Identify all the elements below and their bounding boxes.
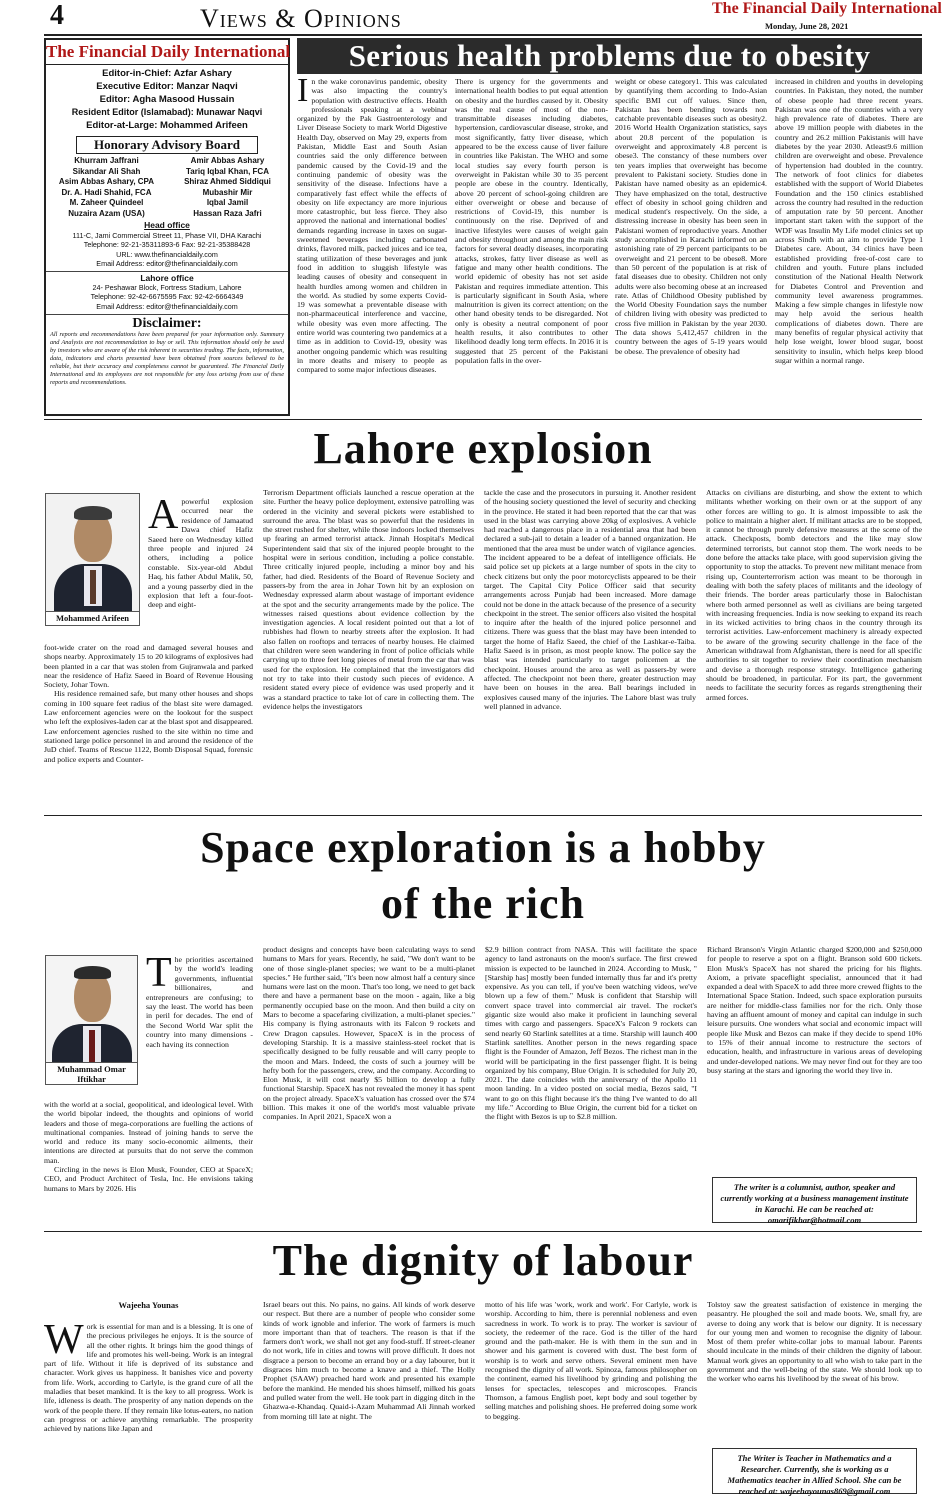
lahore-text: Attacks on civilians are disturbing, and show the extent to which militants whether working on their own or at the support of any other forces are willing to go. It is almost impossible to ask the police to maintain a higher alert. If militant attacks are to be stopped, it cannot be through purely defensive measures at the scene of the attack. Checkposts, bomb detectors and the like may slow determined terrorists, but cannot stop them. The work needs to be done before the attacks take place, with good supervision giving the opportunity to stop the attacks. To prevent new militant menace from rising up, Counterterrorism action was meant to be thorough in dealing with both the safety places of militants and the ideology of their friends. The border areas particularly those in Balochistan where both armed personnel as well as civilians are being targeted with increasing frequencies. India is now seeking to expand its reach in its wicked activities to bring chaos in the country through its terrorist activities. Law-enforcement machinery is already expected to be aware of the growing security challenge in the face of the American withdrawal from Afghanistan, there is need for all specific authorities to sit together to review their coordination mechanism and devise a thorough response strategy. Intelligence gathering should be broadened, in particular. For its part, the government needs to facilitate the security forces as regards strengthening their armed forces. (706, 488, 922, 702)
labour-text: ork is essential for man and is a blessing. It is one of the precious privileges he enjoys. It is the source of all the other rights. It brings him the good things of life and promotes his well-being. Work is an integral part of life. Without it life is deprived of its substance and character. Work gives us happiness. It banishes vice and poverty from life. Work, according to Carlyle, is the grand cure of all the maladies that beset mankind. It is the key to all progress. Work is life, idleness is death. The prosperity of any nation depends on the work of the people there. If they remain like lotus-eaters, no nation can progress or achieve anything remarkable. The prosperity achieved by nations like Japan and (44, 1322, 253, 1434)
author-caption (46, 1062, 137, 1084)
editorial-sidebar (44, 38, 290, 416)
board-member: Sikandar Ali Shah (72, 166, 141, 176)
space-headline (44, 820, 922, 932)
labour-column-1 (44, 1322, 253, 1494)
board-member: Dr. A. Hadi Shahid, FCA (61, 187, 152, 197)
author-caption: Mohammed Arifeen (46, 611, 139, 625)
labour-author-note: The Writer is Teacher in Mathematics and a Researcher. Currently, she is working as a Mathematics teacher in Allied School. She can be reached at: wajeehayounas869@gmail.com (712, 1448, 917, 1494)
author-photo-iftikhar (45, 955, 138, 1085)
obesity-headline: Serious health problems due to obesity (348, 38, 871, 73)
labour-text: Tolstoy saw the greatest satisfaction of existence in merging the peasantry. He ploughed the soil and made boots. We, small fry, are averse to doing any work that is below our dignity. It is necessary for our young men and women to recognise the dignity of labour. Most of them prefer white-collar jobs to manual labour. Parents should inculcate in the minds of their children the dignity of labour. Manual work gives an opportunity to all who wish to take part in the government and the well-being of the state. We should look up to the worker who earns his livelihood by the sweat of his brow. (707, 1300, 922, 1384)
obesity-column-1 (297, 77, 447, 415)
space-column-1-wrapped (146, 955, 253, 1099)
lahore-column-1 (44, 643, 253, 806)
board-member: M. Zaheer Quindeel (69, 198, 144, 207)
disclaimer (46, 314, 288, 388)
labour-column-4 (707, 1300, 922, 1445)
lahore-text: powerful explosion occurred near the residence of Jamaatud Dawa chief Hafiz Saeed here on Wednesday killed three people and injured 24 others, including a police constable. Six-year-old Abdul Haq, his father Abdul Malik, 50, and a young passerby died in the explosion that left a four-foot-deep and eight- (148, 497, 253, 610)
labour-byline: Wajeeha Younas (118, 1300, 179, 1310)
lahore-office-line: 24- Peshawar Block, Fortress Stadium, Lahore (92, 283, 242, 293)
head-office-title: Head office (144, 220, 190, 230)
disclaimer-text: All reports and recommendations have been prepared for your information only. Summary and Analysis are not recommendation to buy or sell. This information should only be used by investors who are aware of the risk inherent in securities trading. The facts, information, data, indicators and charts presented have been obtained from sources believed to be reliable, but their accuracy and completeness cannot be guaranteed. The Financial Daily International and its employees are not responsible for any loss arising from use of these reports and recommendations. (50, 330, 284, 387)
board-member: Khurram Jaffrani (74, 156, 139, 165)
section-divider (44, 815, 922, 816)
sidebar-paper-name: The Financial Daily International (46, 40, 288, 65)
disclaimer-title: Disclaimer: (132, 315, 202, 331)
lahore-column-3 (484, 488, 696, 806)
head-office (46, 221, 288, 268)
section-divider (44, 1231, 922, 1232)
lahore-office-title: Lahore office (140, 273, 194, 284)
board-member: Mubashir Mir (202, 187, 253, 197)
masthead-rule (44, 34, 922, 36)
labour-column-2 (263, 1300, 475, 1494)
space-text: Richard Branson's Virgin Atlantic charged $200,000 and $250,000 for people to reserve a spot on a flight. Branson sold 600 tickets. Elon Musk's SpaceX has not shared the pricing for his flights. Axiom, a private spaceflight specialist, announced that it had expanded a deal with SpaceX to add three more crewed flights to the International Space Station. Indeed, such space exploration pursuits are neither for middle-class families nor for the rich. Only those having an affluent amount of money and capital can indulge in such leisure pursuits. One wonders what social and economic impact will people like Musk and Bezos can make if they decide to spend 10% to 15% of their annual income to restructure the sectors of education, health, and infrastructure in various areas of developing and under-developed nations. We may never find out for they are too busy staring at the stars and ignoring the world they live in. (707, 945, 922, 1075)
space-text: Circling in the news is Elon Musk, Founder, CEO at SpaceX; CEO, and Product Architect of Tesla, Inc. He envisions taking humans to Mars by 2026. His (44, 1165, 253, 1193)
section-title: Views & Opinions (200, 4, 402, 33)
advisory-board-left (46, 156, 167, 219)
labour-text: motto of his life was 'work, work and work'. For Carlyle, work is worship. According to him, there is perennial nobleness and even sacredness in work. To work is to pray. The worker is saviour of society, the redeemer of the race. God is the tiller of the hard ground and the path-maker. He is with them in the sun and in shower and his garment is covered with dust. The best form of worship is to work and serve others. Several eminent men have recognised the dignity of all work. Spinoza, famous philosopher on the continent, earned his livelihood by grinding and polishing the lenses for spectacles, telescopes and microscopes. Francis Thomson, a famous English poet, kept body and soul together by selling matches and polishing shoes. He preferred doing some work to begging. (485, 1300, 697, 1421)
space-column-3 (485, 945, 697, 1226)
obesity-text: There is urgency for the governments and international health bodies to put equal attention on obesity and the hurdles caused by it. Obesity was the real cause of most of the non-transmittable diseases including diabetes, hypertension, cardiovascular disease, stroke, and most significantly, fatty liver disease, which appeared to be the excess cause of liver failure in countries like Pakistan. The WHO and some local studies say every fourth person is overweight in Pakistan while 30 to 35 percent people are obese in the country. Identically, above 20 percent of school-going children are either overweight or obese and because of restrictions of Covid-19, this number is continuously on the rise. Deprived of and inactive lifestyles were causes of weight gain and obesity throughout and among the main risk factors for several deadly diseases, incorporating attacks, strokes, fatty liver disease as well as fatigue and many other health conditions. The world epidemic of obesity has not set aside Pakistan and requires immediate attention. This is particularly significant in South Asia, where malnutrition is given its correct attention; on the other hand obesity tends to be disregarded. Not only is obesity a neutral component of poor health results, it also contributes to other likelihood deadly long term effects. In 2016 it is suggested that 25 percent of the Pakistani population falls in the over- (455, 77, 608, 365)
lahore-column-2 (263, 488, 474, 806)
head-office-line: Email Address: editor@thefinancialdaily.com (96, 258, 238, 268)
advisory-board (46, 156, 288, 219)
advisory-board-title: Honorary Advisory Board (76, 136, 258, 154)
obesity-text: n the wake coronavirus pandemic, obesity was also impacting the country's population with destructive effects. Health professionals speaking at a webinar organized by the Pak Gastroenterology and Liver Disease Society to mark World Digestive Health Day, observed on May 29, experts from Pakistan, Middle East and South Asian countries said the only difference between pandemic caused by the Covid-19 and the continuing pandemic of obesity was the sensitivity of the disease. Infections have a comparatively fast effect while the effects of obesity on life expectancy are more injurious more catastrophic, but less fierce. They also approved the national and international bodies' demands regarding increase in taxes on sugar-sweetened beverages including carbonated drinks, flavored milk, packed juices and ice tea, stating utilization of these beverages and junk food in addition to sluggish lifestyle was leading causes of obesity and consequent in health hurdles among women and children in the world. As studied by some experts Covid-19 was somewhat a preventable disease with non-pharmaceutical interference and vaccine, while obesity was even more affecting. The entire world was countering two pandemics at a time as in addition to Covid-19, obesity was another ongoing pandemic which was resulting in more deaths and misery to people as compared to some major infectious diseases. (297, 77, 447, 375)
masthead-paper-name: The Financial Daily International (712, 0, 942, 17)
lahore-text: tackle the case and the prosecutors in pursuing it. Another resident of the housing society questioned the level of security and checking in the province. He stated it had been reported that the car that was used in the blast was carrying above 20kg of explosives. A vehicle had reached a dangerous place in a residential area that had been declared a sub-jail to detain a leader of a banned organization. He mentioned that the area must be under watch of vigilance agencies. The incident appeared to be a defeat of intelligence officials. He said police set up pickets at a large number of spots in the city to check citizens but only the poor motorcyclists appeared to be their target. The Capital City Police Officer said that security arrangements across Punjab had been increased. More damage could not be done in the attack because of the presence of a security checkpoint in the street. The senior officers also visited the hospital to inquire after the health of the injured police personnel and citizens. There was guess that the blast may have been intended to target the home of Hafiz Saeed, the chief of the Lashkar-e-Taiba. Hafiz Saeed is in prison, as most people know. The police say the blast was intended particularly to target policemen at the checkpoint. Houses around the area as well as passers-by were affected. The checkpoint not been there, greater destruction may have been on houses in the area. Ball bearings included in explosives caused many of the injuries. The Lahore blast was truly well planned in advance. (484, 488, 696, 711)
space-headline-line-1: Space exploration is a hobby (200, 823, 766, 872)
lahore-column-1-wrapped (148, 497, 253, 642)
editor: Editor: Agha Masood Hussain (99, 94, 235, 105)
board-member: Nuzaira Azam (USA) (68, 208, 145, 218)
editor-in-chief: Editor-in-Chief: Azfar Ashary (102, 68, 232, 79)
board-member: Iqbal Jamil (206, 198, 249, 207)
lahore-headline: Lahore explosion (313, 424, 653, 473)
page-number: 4 (50, 0, 64, 31)
masthead-date: Monday, June 28, 2021 (765, 21, 849, 31)
space-text: he priorities ascertained by the world's leading governments, influential billionaires, and entrepreneurs are confusing; to say the least. The world has been in peril for decades. The end of the Second World War split the country into many dimensions - each having its connection (146, 955, 253, 1049)
executive-editor: Executive Editor: Manzar Naqvi (96, 81, 238, 92)
space-text: product designs and concepts have been calculating ways to send humans to Mars for years. Recently, he said, "We don't want to be one of those single-planet species; we want to be a multi-planet species." He further said, "It's been now almost half a century since humans were last on the moon. That's too long, we need to get back there and have a permanent base on the moon - again, like a big permanently occupied base on the moon. And then build a city on Mars to become a spacefaring civilization, a multi-planet species." His company is flying astronauts with its Falcon 9 rockets and Crew Dragon capsules. However, SpaceX is in the process of developing Starship. It is a massive stainless-steel rocket that is specifically designed to be fully reusable and will carry people to the moon and Mars. Indeed, the costs of such a journey will be hefty both for the passengers, crew, and the company. According to Elon Musk, it will cost nearly $5 billion to develop a fully functional Starship. SpaceX has not revealed the money it has spent on the project already. SpaceX's valuation has crossed over the $74 billion. This makes it one of the world's most valuable private companies. In April 2021, SpaceX won a (263, 945, 475, 1122)
space-column-1 (44, 1100, 253, 1226)
board-member: Asim Abbas Ashary, CPA (58, 177, 155, 186)
section-divider (44, 419, 922, 420)
head-office-line: URL: www.thefinancialdaily.com (116, 249, 218, 259)
space-author-note: The writer is a columnist, author, speaker and currently working at a business management institute in Karachi. He can be reached at: omarifikhar@hotmail.com (712, 1177, 917, 1223)
author-caption-text: Muhammad Omar Iftikhar (57, 1064, 126, 1084)
obesity-headline-bar (297, 38, 922, 74)
obesity-text: weight or obese category1. This was calculated by quantifying them according to Indo-Asian specific BMI cut off values. Since then, Pakistan has been bending towards non catchable preventable diseases such as obesity2. 2016 World Health Organization statistics, says about 20.8 percent of the population is overweight and approximately 4.8 percent is obese3. The constancy of these numbers over ten years implies that overweight has become prevalent to Pakistani society. Studies done in Pakistan have named obesity as an epidemic4. They have emphasized on the total, destructive effect of obesity in school going children and medical student's respectively. On the side, a distressing increase in obesity has been seen in Pakistani women of reproductive years. Another study accomplished in Karachi informed on an astonishing rate of 29 percent participants to be overweight and 21 percent to be obese8. More than 50 percent of the population is at risk of fatal diseases due to obesity. Children not only adults were also becoming obese at an increased rate. Atlas of Childhood Obesity published by the World Obesity Foundation says the number of children living with obesity was predicted to cross five million in Pakistan by the year 2030. The data shows 5,412,457 children in the country between the ages of 5-19 years would be obese. The prevalence of obesity had (615, 77, 767, 356)
obesity-text: increased in children and youths in developing countries. In Pakistan, they noted, the number of obese people had three recent years. Pakistan was one of the countries with a very high prevalence rate of diabetes. There are above 19 million people with diabetes in the country and 26.2 million Pakistanis will have diabetes by the year 2030. Atleast9.6 million children are overweight and obese. Prevalence of hypertension had doubled in the country. The network of foot clinics for diabetes established with the support of World Diabetes Foundation and the 150 clinics established across the country had resulted in the reduction of amputation rate by 50 percent. Another important start taken with the support of the WDF was Insulin My Life model clinics set up across Sindh with an aim to provide Type 1 Diabetes care. About, 34 clinics have been established providing free-of-cost care to children and youth. Future plans included constitution of the National Health Network for Diabetes Control and Prevention and community level awareness programmes. Making a few simple changes in lifestyle now may help avoid the serious health complications of diabetes down. There are many benefits of regular physical activity that help lose weight, lower blood sugar, boost sensitivity to insulin, which helps keep blood sugar within a normal range. (775, 77, 923, 365)
lahore-column-4 (706, 488, 922, 806)
obesity-column-3 (615, 77, 767, 415)
board-member: Hassan Raza Jafri (193, 208, 262, 218)
lahore-office (46, 271, 288, 311)
editors-list (46, 65, 288, 132)
lahore-text: Terrorism Department officials launched a rescue operation at the site. Further the heavy police deployment, extensive patrolling was ordered in the vicinity and several pickets were established to surround the area. The blast was so powerful that the residents in the street rushed for shelter, while those indoors locked themselves up fearing an armed terrorist attack. Jinnah Hospital's Medical Superintendent said that six of the injured people brought to the hospital were in serious condition, including a police constable. Three critically injured people, including a minor boy and his father, had died. Residents of the Board of Revenue Society and passers-by from the area in Johar Town hit by an explosion on Wednesday expressed alarm about wastage of important evidence at the spot and the security arrangements made by the police. The witnesses raised questions about evidence collection by the investigation agencies. A local resident pointed out that a lot of rubbishes had flown to nearby streets after the explosion. It had also fallen on rooftops and terraces of nearby houses. He claimed that children were seen wandering in front of police officials while carrying up to three feet long pieces of metal from the car that was used for the explosion. He complained that the investigators did not try to take into their custody such pieces of evidence. A resident stated every piece of evidence was used properly and it was a standard practice to take lot of care in collecting them. The evidence helps the investigators (263, 488, 474, 711)
space-dropcap: T (146, 955, 172, 996)
space-text: with the world at a social, geopolitical, and ideological level. With the world bipolar indeed, the thoughts and opinions of world leaders and those of mega-corporations are fuelling the actions of multinational companies. Instead of joining hands to serve the world and reduce its many socio-economic ailments, their intentions are directed at pursuits that do not serve the common man. (44, 1100, 253, 1165)
advisory-board-right (167, 156, 288, 219)
lahore-office-line: Email Address: editor@thefinancialdaily.com (96, 301, 238, 311)
board-member: Amir Abbas Ashary (190, 156, 265, 165)
labour-dropcap: W (44, 1322, 84, 1363)
obesity-dropcap: I (297, 77, 309, 109)
author-photo-arifeen (45, 493, 140, 626)
head-office-line: Telephone: 92-21-35311893-6 Fax: 92-21-35388428 (83, 240, 251, 250)
labour-headline: The dignity of labour (272, 1236, 694, 1285)
obesity-column-2 (455, 77, 608, 415)
lahore-office-line: Telephone: 92-42-6675595 Fax: 92-42-6664349 (90, 292, 244, 302)
space-column-4 (707, 945, 922, 1165)
board-member: Shiraz Ahmed Siddiqui (184, 177, 271, 186)
space-text: $2.9 billion contract from NASA. This will facilitate the space agency to land astronauts on the moon's surface. The first crewed mission is expected to be launched in 2024. According to Musk, "[Starship has] mostly been funded internally thus far and it's pretty expensive. As you can tell, if you've been watching videos, we've blown up a few of them." Musk is confident that Starship will convert space travel into commercial air travel. The rocket's gigantic size would also make it proficient in launching several times with cargo and passengers. SpaceX's Falcon 9 rockets can send nearly 60 Starlink satellites at a time. Starship will launch 400 Starlink satellites. Another person in the news regarding space flight is the Founder of Amazon, Jeff Bezos. The richest man in the world will be participating in the first passenger flight. It is being organized by his company, Blue Origin. It is scheduled for July 20, 2021. The date coincides with the anniversary of the Apollo 11 moon landing. In a video posted on social media, Bezos said, "I want to go on this flight because it's the thing I've wanted to do all my life." According to Blue Origin, the current bid for a ticket on the flight with Bezos is up to $2.8 million. (485, 945, 697, 1122)
space-column-2 (263, 945, 475, 1226)
resident-editor: Resident Editor (Islamabad): Munawar Naqvi (71, 107, 263, 117)
head-office-line: 111-C, Jami Commercial Street 11, Phase VII, DHA Karachi (72, 231, 262, 241)
space-headline-line-2: of the rich (380, 879, 586, 928)
lahore-text: His residence remained safe, but many other houses and shops coming in 100 square feet radius of the blast site were damaged. Law enforcement agencies were on the lookout for the suspect who left the explosives-laden car at the blast spot and disappeared. Law enforcement agencies rushed to the site within no time and stationed large police personnel in and around the residence of the JuD chief. Teams of Rescue 1122, Bomb Disposal Squad, forensic and police experts and Counter- (44, 689, 253, 764)
obesity-column-4 (775, 77, 923, 415)
board-member: Tariq Iqbal Khan, FCA (186, 166, 269, 176)
labour-column-3 (485, 1300, 697, 1494)
editor-at-large: Editor-at-Large: Mohammed Arifeen (86, 120, 248, 131)
masthead (0, 0, 945, 38)
labour-text: Israel bears out this. No pains, no gains. All kinds of work deserve our respect. But there are a number of people who consider some kinds of work ignoble and inferior. The work of farmers is much more important than that of teachers. The reason is that if the farmers don't work, we shall not get any food-stuff. If street-cleaner do not work, life in cities and towns will prove difficult. It does not disgrace a person to become an errand boy or a day labourer, but it disgraces him much to become a knave and a thief. The Holly Prophet (SAAW) preached hard work and presented his example before the mankind. He mended his shoes himself, milked his goats and pulled water from the well. He took part in digging ditch in the Ghazwa-e-Khandaq. Quaid-i-Azam Muhammad Ali Jinnah worked from morning till late at night. The (263, 1300, 475, 1421)
lahore-dropcap: A (148, 497, 179, 538)
lahore-text: foot-wide crater on the road and damaged several houses and shops nearby. Approximately 15 to 20 kilograms of explosives had been planted in a car that was stolen from Gujranwala and parked near the residence of Hafiz Saeed in Board of Revenue Housing Society, Johar Town. (44, 643, 253, 690)
